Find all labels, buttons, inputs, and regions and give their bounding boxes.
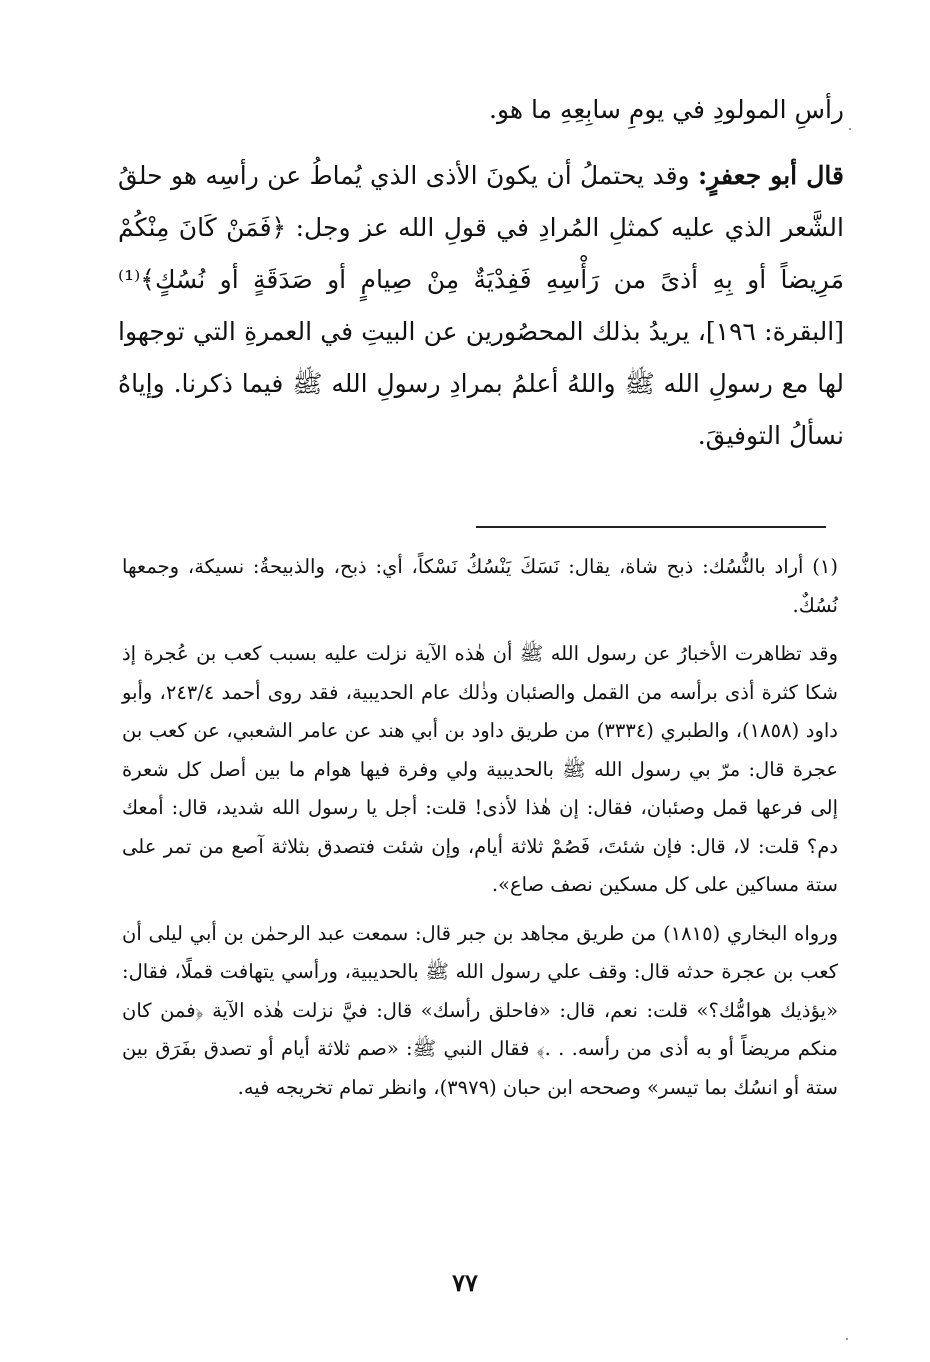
main-text (118, 84, 844, 462)
scan-speck (849, 128, 851, 130)
page-number: ٧٧ (452, 1268, 478, 1297)
main-line-1: رأسِ المولودِ في يومِ سابِعِهِ ما هو. (489, 95, 844, 124)
main-paragraph-2 (118, 150, 844, 462)
speaker-label: قال أبو جعفرٍ: (697, 161, 844, 190)
main-paragraph-2-text: وقد يحتملُ أن يكونَ الأذى الذي يُماطُ عن رأسِه هو حلقُ الشَّعر الذي عليه كمثلِ المُرادِ في قولِ الله عز وجل: ﴿فَمَنْ كَانَ مِنْكُمْ مَرِيضاً أو بِهِ أذىً من رَأْسِهِ فَفِدْيَةٌ مِنْ صِيامٍ أو صَدَقَةٍ أو نُسُكٍ﴾⁽¹⁾[البقرة: ١٩٦]، يريدُ بذلك المحصُورين عن البيتِ في العمرةِ التي توجهوا لها مع رسولِ الله ﷺ واللهُ أعلمُ بمرادِ رسولِ الله ﷺ فيما ذكرنا. وإياهُ نسألُ التوفيقَ. (118, 161, 844, 450)
footnote-1: (١) أراد بالنُّسُك: ذبح شاة، يقال: نَسَكَ يَنْسُكُ نَسْكاً، أي: ذبح، والذبيحةُ: نسيكة، وجمعها نُسُكٌ. (122, 555, 838, 617)
scan-speck (846, 1338, 848, 1340)
footnotes (122, 548, 838, 1117)
footnote-divider (476, 526, 826, 528)
footnote-paragraph-3: ورواه البخاري (١٨١٥) من طريق مجاهد بن جبر قال: سمعت عبد الرحمٰن بن أبي ليلى أن كعب بن عجرة حدثه قال: وقف علي رسول الله ﷺ بالحديبية، ورأسي يتهافت قملًا، فقال: «يؤذيك هوامُّك؟» قلت: نعم، قال: «فاحلق رأسك» قال: فيَّ نزلت هٰذه الآية ﴿فمن كان منكم مريضاً أو به أذى من رأسه. . .﴾ فقال النبي ﷺ: «صم ثلاثة أيام أو تصدق بفَرَق بين ستة أو انسُك بما تيسر» وصححه ابن حبان (٣٩٧٩)، وانظر تمام تخريجه فيه. (122, 921, 838, 1099)
footnote-paragraph-2: وقد تظاهرت الأخبارُ عن رسول الله ﷺ أن هٰذه الآية نزلت عليه بسبب كعب بن عُجرة إذ شكا كثرة أذى برأسه من القمل والصئبان وذٰلك عام الحديبية، فقد روى أحمد ٢٤٣/٤، وأبو داود (١٨٥٨)، والطبري (٣٣٣٤) من طريق داود بن أبي هند عن عامر الشعبي، عن كعب بن عجرة قال: مرّ بي رسول الله ﷺ بالحديبية ولي وفرة فيها هوام ما بين أصل كل شعرة إلى فرعها قمل وصئبان، فقال: إن هٰذا لأذى! قلت: أجل يا رسول الله شديد، قال: أمعك دم؟ قلت: لا، قال: فإن شئتَ، فَصُمْ ثلاثة أيام، وإن شئت فتصدق بثلاثة آصع من تمر على ستة مساكين على كل مسكين نصف صاع». (122, 642, 838, 896)
